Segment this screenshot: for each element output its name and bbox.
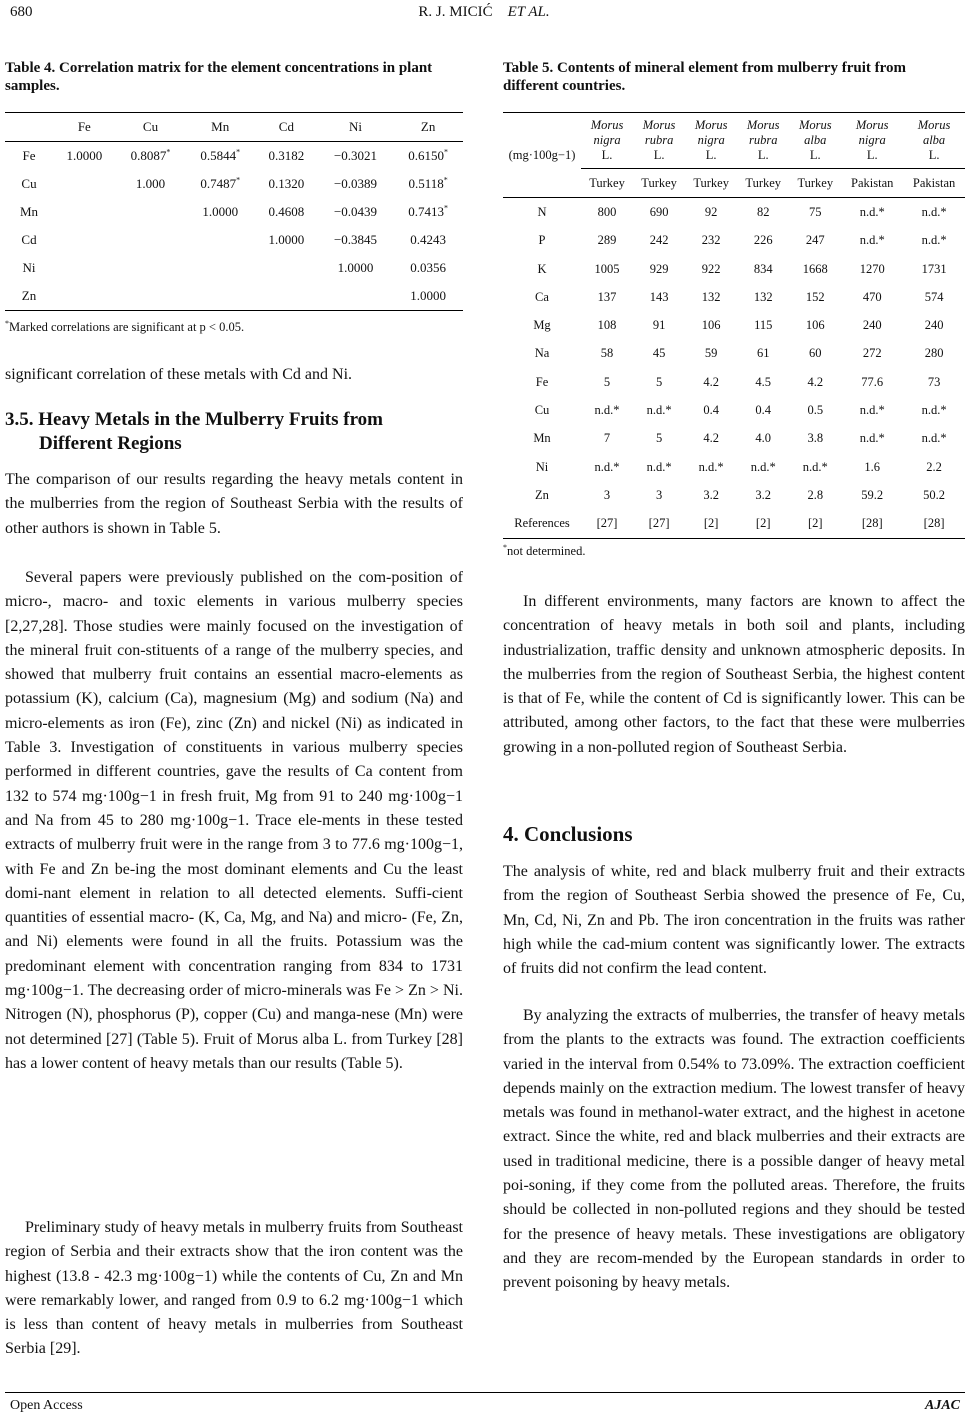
table4-cell bbox=[318, 282, 394, 311]
table5-cell: 922 bbox=[701, 261, 721, 276]
table5-footnote: *not determined. bbox=[503, 542, 586, 558]
table5-row-label: Fe bbox=[535, 374, 549, 389]
species-genus: Morus bbox=[590, 118, 624, 132]
table4-row bbox=[5, 282, 463, 311]
table5-country-header: Pakistan bbox=[912, 175, 956, 190]
table5-cell: 3.2 bbox=[703, 487, 719, 502]
table5-species-header bbox=[903, 113, 965, 169]
table4-cell bbox=[255, 198, 318, 226]
table5-species-row bbox=[503, 113, 965, 169]
table5-cell: 58 bbox=[600, 346, 614, 361]
table4-row-label: Mn bbox=[19, 204, 39, 219]
table4-caption: Table 4. Correlation matrix for the element concentrations in plant samples. bbox=[5, 60, 433, 94]
table4-cell bbox=[318, 198, 394, 226]
significance-marker: * bbox=[166, 147, 171, 157]
table4-cell bbox=[53, 170, 116, 198]
table5-species-header bbox=[841, 113, 903, 169]
table5-cell: 240 bbox=[862, 318, 882, 333]
table4-cell-value: −0.0439 bbox=[333, 204, 378, 219]
table4-footnote: *Marked correlations are significant at p < 0.05. bbox=[5, 318, 245, 334]
table4-col-header: Ni bbox=[348, 119, 362, 134]
significance-marker: * bbox=[444, 203, 448, 213]
table4-col-header: Cd bbox=[278, 119, 294, 134]
table4 bbox=[5, 112, 463, 311]
footer-journal: AJAC bbox=[924, 1398, 960, 1413]
table4-row-label: Zn bbox=[21, 288, 37, 303]
table5-cell: 82 bbox=[756, 204, 770, 219]
table5-cell: 0.5 bbox=[807, 403, 824, 418]
section-heading-line: Different Regions bbox=[39, 433, 182, 454]
table4-cell-value: −0.0389 bbox=[333, 176, 378, 191]
table5-row-label: Ni bbox=[535, 459, 549, 474]
table5-cell: n.d.* bbox=[921, 403, 947, 418]
paragraph-right-1: In different environments, many factors are known to affect the concentration of heavy metals in both soil and plants, including industrialization, traffic density and unknown atmospheric deposits. In the mulberries from the region of Southeast Serbia, the highest content is that of Fe, while the content of Cd is significantly lower. This can be attributed, among other factors, to the fact that these were mulberries growing in a non-polluted region of Southeast Serbia. bbox=[503, 593, 965, 756]
table4-cell bbox=[116, 226, 186, 254]
table5-cell: 3 bbox=[603, 487, 611, 502]
table5-cell: 1270 bbox=[859, 261, 885, 276]
table4-cell bbox=[53, 198, 116, 226]
table5-cell: 5 bbox=[603, 374, 611, 389]
table5-cell: [2] bbox=[807, 516, 823, 531]
table5-country-header: Turkey bbox=[797, 175, 834, 190]
table5-cell: 132 bbox=[701, 289, 721, 304]
table5-country-header: Turkey bbox=[693, 175, 729, 190]
table5-row bbox=[503, 396, 965, 424]
significance-marker: * bbox=[444, 147, 448, 157]
paragraph-right-3: By analyzing the extracts of mulberries, the transfer of heavy metals from the plants to the extracts was found. The extraction coefficients varied in the interval from 0.54% to 73.09%. The extraction coefficient depends mainly on the extraction medium. The lowest transfer of heavy metals was found in methanol-water extract, and the highest in acetone extract. Since the white, red and black mulberries and their extracts are used in traditional medicine, there is a possible danger of heavy metal poi-soning, if they come from the polluted areas. Therefore, the fruits should be collected in non-polluted regions and they should be tested for the presence of heavy metals. These investigations are obligatory and they are recom-mended by the European standards in order to prevent poisoning by heavy metals. bbox=[503, 1007, 965, 1292]
table4-row-label: Cd bbox=[21, 232, 37, 247]
table5-row-label: P bbox=[538, 233, 546, 248]
table5-cell: 61 bbox=[756, 346, 770, 361]
table5-cell: 143 bbox=[649, 289, 669, 304]
table5-cell: 77.6 bbox=[861, 374, 884, 389]
running-header bbox=[0, 4, 968, 21]
table5-row-label: Mg bbox=[533, 318, 551, 333]
table5-cell: n.d.* bbox=[859, 233, 885, 248]
table4-cell bbox=[393, 226, 463, 254]
table5-cell: 800 bbox=[597, 204, 617, 219]
table4-cell-value: 0.7487 bbox=[200, 176, 237, 191]
table4-cell-value: 0.3182 bbox=[268, 148, 305, 163]
table5-row-label: Na bbox=[534, 346, 550, 361]
table4-cell-value: 1.0000 bbox=[202, 204, 239, 219]
table5-row bbox=[503, 368, 965, 396]
table4-col-header: Zn bbox=[420, 119, 436, 134]
table5-country-header: Pakistan bbox=[851, 175, 894, 190]
table4-cell bbox=[53, 282, 116, 311]
table4-cell bbox=[185, 226, 255, 254]
table5-row-label: Ca bbox=[535, 289, 549, 304]
table4-cell-value: 0.5118 bbox=[408, 176, 444, 191]
table5-cell: n.d.* bbox=[802, 459, 828, 474]
species-name: rubra bbox=[748, 133, 778, 147]
table4-footnote-text: Marked correlations are significant at p < 0.05. bbox=[9, 320, 245, 334]
table4-cell bbox=[53, 142, 116, 171]
table4-cell bbox=[255, 142, 318, 171]
table5-country-header: Turkey bbox=[641, 175, 677, 190]
table5-cell: 3.2 bbox=[755, 487, 772, 502]
table4-header-row bbox=[5, 113, 463, 142]
table5-cell: n.d.* bbox=[594, 403, 620, 418]
table5-cell: 1668 bbox=[802, 261, 828, 276]
table5-cell: 272 bbox=[862, 346, 882, 361]
species-name: nigra bbox=[593, 133, 621, 147]
table5-cell: 73 bbox=[927, 374, 941, 389]
table5-row-label: Mn bbox=[533, 431, 551, 446]
species-name: alba bbox=[922, 133, 946, 147]
species-authority: L. bbox=[809, 148, 821, 162]
table5-cell: n.d.* bbox=[646, 459, 672, 474]
species-authority: L. bbox=[601, 148, 613, 162]
table5-cell: 59 bbox=[704, 346, 718, 361]
table5-cell: n.d.* bbox=[750, 459, 776, 474]
table4-cell bbox=[393, 198, 463, 226]
species-name: nigra bbox=[697, 133, 725, 147]
table5-cell: 226 bbox=[753, 233, 773, 248]
table5-cell: 929 bbox=[649, 261, 669, 276]
table5-cell: 280 bbox=[924, 346, 944, 361]
table5-row-label: K bbox=[537, 261, 547, 276]
table4-cell-value: 1.0000 bbox=[410, 288, 446, 303]
species-genus: Morus bbox=[694, 118, 728, 132]
author-name: R. J. MICIĆ bbox=[418, 4, 493, 20]
table4-cell bbox=[185, 198, 255, 226]
table5-cell: 574 bbox=[924, 289, 944, 304]
table5-species-header bbox=[685, 113, 737, 169]
conclusions-heading: 4. Conclusions bbox=[503, 822, 633, 846]
species-genus: Morus bbox=[642, 118, 676, 132]
table4-cell bbox=[318, 254, 394, 282]
table4-cell bbox=[318, 142, 394, 171]
table4-col-header: Fe bbox=[77, 119, 91, 134]
table5-cell: 115 bbox=[754, 318, 773, 333]
table4-cell-value: −0.3845 bbox=[333, 232, 378, 247]
paragraph-0: significant correlation of these metals with Cd and Ni. bbox=[5, 366, 353, 383]
table4-cell bbox=[393, 170, 463, 198]
table5-cell: 108 bbox=[597, 318, 617, 333]
table5-cell: [2] bbox=[755, 516, 771, 531]
table4-row-label: Cu bbox=[21, 176, 37, 191]
table4-cell bbox=[393, 282, 463, 311]
table5-row bbox=[503, 283, 965, 311]
table4-cell bbox=[116, 254, 186, 282]
table5-cell: 3 bbox=[655, 487, 663, 502]
page-number: 680 bbox=[10, 4, 33, 20]
table5-cell: 59.2 bbox=[861, 487, 884, 502]
table5-cell: 4.2 bbox=[807, 374, 824, 389]
table4-cell-value: 0.4243 bbox=[410, 232, 446, 247]
table5-cell: 289 bbox=[597, 233, 617, 248]
table5-cell: 242 bbox=[649, 233, 669, 248]
table5-cell: 92 bbox=[704, 204, 718, 219]
table4-col-header: Cu bbox=[142, 119, 159, 134]
table5-cell: 45 bbox=[652, 346, 666, 361]
table4-cell bbox=[393, 254, 463, 282]
table5-row-label: N bbox=[537, 204, 547, 219]
et-al: ET AL. bbox=[507, 4, 550, 20]
table5-cell: 75 bbox=[809, 204, 822, 219]
species-authority: L. bbox=[928, 148, 940, 162]
table4-cell bbox=[185, 254, 255, 282]
significance-marker: * bbox=[236, 147, 241, 157]
table5-cell: 106 bbox=[805, 318, 825, 333]
table5-cell: n.d.* bbox=[921, 431, 947, 446]
species-name: rubra bbox=[644, 133, 674, 147]
table4-cell-value: 0.4608 bbox=[268, 204, 305, 219]
table4-cell-value: 1.0000 bbox=[337, 260, 374, 275]
paragraph-right-2: The analysis of white, red and black mulberry fruit and their extracts from the region of Southeast Serbia showed the presence of Fe, Cu, Mn, Cd, Ni, Zn and Pb. The iron concentration in the fruits was rather high while the cad-mium content was significantly lower. The extracts of fruits did not confirm the lead content. bbox=[503, 863, 965, 978]
paragraph-3: Preliminary study of heavy metals in mulberry fruits from Southeast region of Serbia and their extracts show that the iron content was the highest (13.8 - 42.3 mg·100g−1) while the contents of Cu, Zn and Mn were remarkably lower, and ranged from 0.9 to 6.2 mg·100g−1 which is less than content of heavy metals in mulberries from Southeast Serbia [29]. bbox=[5, 1219, 463, 1358]
table4-cell-value: 0.8087 bbox=[130, 148, 167, 163]
table5-cell: 5 bbox=[655, 431, 663, 446]
table5-species-header bbox=[633, 113, 685, 169]
table5-cell: n.d.* bbox=[921, 233, 947, 248]
table4-col-header bbox=[5, 113, 53, 142]
table4-row bbox=[5, 254, 463, 282]
table4-cell bbox=[116, 282, 186, 311]
table5-species-header bbox=[737, 113, 789, 169]
table4-cell-value: 0.5844 bbox=[200, 148, 237, 163]
table5-cell: 690 bbox=[649, 204, 669, 219]
table5-row-label: Zn bbox=[535, 487, 549, 502]
table5-cell: 232 bbox=[701, 233, 721, 248]
table5-row bbox=[503, 340, 965, 368]
table4-cell bbox=[185, 282, 255, 311]
species-authority: L. bbox=[757, 148, 769, 162]
table5-country-header: Turkey bbox=[589, 175, 625, 190]
table5-cell: [2] bbox=[703, 516, 719, 531]
table4-row bbox=[5, 198, 463, 226]
table4-row bbox=[5, 226, 463, 254]
table4-cell-value: 0.7413 bbox=[408, 204, 444, 219]
section-3-5-heading bbox=[5, 408, 463, 456]
table5-cell: 834 bbox=[753, 261, 773, 276]
table4-col-header: Mn bbox=[211, 119, 230, 134]
table5-species-header bbox=[789, 113, 841, 169]
table5-cell: n.d.* bbox=[859, 431, 885, 446]
table5-cell: n.d.* bbox=[859, 403, 885, 418]
table4-cell bbox=[393, 142, 463, 171]
species-genus: Morus bbox=[746, 118, 780, 132]
table5-cell: 240 bbox=[924, 318, 944, 333]
table5-row bbox=[503, 198, 965, 227]
table5-row bbox=[503, 510, 965, 539]
table4-cell bbox=[116, 198, 186, 226]
table5-cell: 132 bbox=[753, 289, 773, 304]
table5-cell: 4.0 bbox=[755, 431, 772, 446]
table5-cell: [28] bbox=[923, 516, 945, 531]
table4-cell-value: −0.3021 bbox=[333, 148, 378, 163]
table5-row bbox=[503, 481, 965, 509]
table5-row bbox=[503, 227, 965, 255]
species-name: alba bbox=[804, 133, 827, 147]
significance-marker: * bbox=[236, 175, 241, 185]
table5-row bbox=[503, 425, 965, 453]
table5-row bbox=[503, 453, 965, 481]
table5-cell: [28] bbox=[861, 516, 883, 531]
table5-species-header bbox=[581, 113, 633, 169]
table4-cell bbox=[255, 254, 318, 282]
table5-cell: n.d.* bbox=[594, 459, 620, 474]
table5-cell: 470 bbox=[862, 289, 882, 304]
table4-cell-value: 0.6150 bbox=[408, 148, 444, 163]
table5-row bbox=[503, 311, 965, 339]
table5-cell: 247 bbox=[805, 233, 825, 248]
significance-marker: * bbox=[443, 175, 448, 185]
table5-caption: Table 5. Contents of mineral element from mulberry fruit from different countries. bbox=[503, 60, 906, 94]
table4-cell bbox=[53, 254, 116, 282]
table5-cell: n.d.* bbox=[646, 403, 672, 418]
table5-cell: 91 bbox=[652, 318, 666, 333]
paragraph-2: Several papers were previously published on the com-position of micro-, macro- and toxic elements in various mulberry species [2,27,28]. Those studies were mainly focused on the investigation of the mineral fruit con-stituents of a range of the mulberry species, and showed that mulberry fruit contains an essential macro-elements as potassium (K), calcium (Ca), magnesium (Mg) and sodium (Na) and micro-elements as iron (Fe), zinc (Zn) and nickel (Ni) as indicated in Table 3. Investigation of constituents in various mulberry species performed in different countries, gave the results of Ca content from 132 to 574 mg·100g−1 in fresh fruit, Mg from 91 to 240 mg·100g−1 and Na from 45 to 280 mg·100g−1. Trace ele-ments in these tested extracts of mulberry fruit were in the range from 3 to 77.6 mg·100g−1, with Fe and Zn be-ing the most dominant elements and Cu the least domi-nant element in relation to all detected elements. Suffi-cient quantities of essential macro- (K, Ca, Mg, and Na) and micro- (Fe, Zn, and Ni) elements were found in all the fruits. Potassium was the predominant element with concentration ranging from 834 to 1731 mg·100g−1. The decreasing order of micro-minerals was Fe > Zn > Ni. Nitrogen (N), phosphorus (P), copper (Cu) and manga-nese (Mn) were not determined [27] (Table 5). Fruit of Morus alba L. from Turkey [28] has a lower content of heavy metals than our results (Table 5). bbox=[5, 569, 463, 1072]
table4-row bbox=[5, 170, 463, 198]
table4-row-label: Fe bbox=[22, 148, 36, 163]
species-authority: L. bbox=[866, 148, 878, 162]
table5-cell: 4.2 bbox=[703, 431, 719, 446]
table4-row bbox=[5, 142, 463, 171]
species-genus: Morus bbox=[855, 118, 889, 132]
table4-cell-value: 0.0356 bbox=[410, 260, 446, 275]
species-authority: L. bbox=[653, 148, 665, 162]
table5-cell: 0.4 bbox=[755, 403, 772, 418]
paragraph-1: The comparison of our results regarding the heavy metals content in the mulberries from the region of Southeast Serbia with the results of other authors is shown in Table 5. bbox=[5, 471, 463, 537]
table4-cell bbox=[185, 142, 255, 171]
table5-cell: 7 bbox=[603, 431, 611, 446]
table5-row bbox=[503, 255, 965, 283]
table5-cell: 106 bbox=[701, 318, 721, 333]
table5-cell: 50.2 bbox=[923, 487, 945, 502]
table5-cell: 137 bbox=[597, 289, 617, 304]
table5-country-header: Turkey bbox=[745, 175, 782, 190]
table5-cell: 5 bbox=[655, 374, 663, 389]
species-name: nigra bbox=[858, 133, 886, 147]
table4-cell-value: 1.0000 bbox=[66, 148, 103, 163]
section-heading-line: 3.5. Heavy Metals in the Mulberry Fruits from bbox=[5, 409, 383, 430]
table5-cell: 2.2 bbox=[926, 459, 942, 474]
table4-cell-value: 1.000 bbox=[135, 176, 166, 191]
table5-cell: 2.8 bbox=[807, 487, 824, 502]
table5-unit-label: (mg·100g−1) bbox=[508, 147, 576, 162]
table5-cell: [27] bbox=[596, 516, 618, 531]
table5-row-label: Cu bbox=[534, 403, 550, 418]
table5-cell: n.d.* bbox=[859, 204, 885, 219]
table4-row-label: Ni bbox=[22, 260, 36, 275]
table5-cell: 0.4 bbox=[703, 403, 719, 418]
table5-cell: 1731 bbox=[921, 261, 947, 276]
table4-cell bbox=[53, 226, 116, 254]
table5-cell: [27] bbox=[648, 516, 670, 531]
species-authority: L. bbox=[705, 148, 717, 162]
table5-cell: 1.6 bbox=[864, 459, 881, 474]
species-genus: Morus bbox=[798, 118, 832, 132]
table4-cell bbox=[255, 282, 318, 311]
table5-cell: n.d.* bbox=[698, 459, 724, 474]
table5-cell: 3.8 bbox=[807, 431, 824, 446]
table5 bbox=[503, 112, 965, 539]
table5-cell: n.d.* bbox=[921, 204, 947, 219]
table4-cell-value: 1.0000 bbox=[268, 232, 305, 247]
table5-cell: 4.5 bbox=[755, 374, 772, 389]
footer-rule bbox=[5, 1392, 965, 1393]
table4-cell bbox=[318, 226, 394, 254]
table5-cell: 4.2 bbox=[703, 374, 719, 389]
table5-cell: 1005 bbox=[594, 261, 620, 276]
table5-cell: 152 bbox=[805, 289, 825, 304]
table4-cell-value: 0.1320 bbox=[268, 176, 305, 191]
footer-open-access: Open Access bbox=[10, 1398, 83, 1413]
table5-footnote-text: not determined. bbox=[507, 544, 586, 558]
table4-cell bbox=[318, 170, 394, 198]
table4-cell bbox=[116, 142, 186, 171]
table5-row-label: References bbox=[514, 516, 570, 531]
table4-cell bbox=[255, 170, 318, 198]
table4-cell bbox=[185, 170, 255, 198]
table5-cell: 60 bbox=[809, 346, 822, 361]
table4-cell bbox=[116, 170, 186, 198]
table4-cell bbox=[255, 226, 318, 254]
species-genus: Morus bbox=[917, 118, 951, 132]
